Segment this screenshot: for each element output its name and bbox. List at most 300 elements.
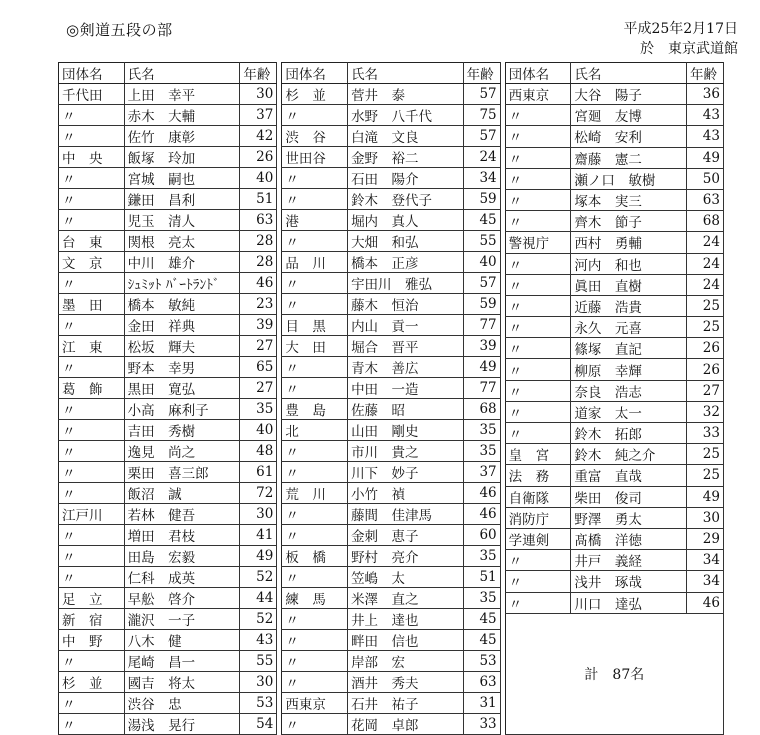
name-cell: 上田 幸平: [124, 84, 240, 105]
name-cell: 佐竹 康彰: [124, 126, 240, 147]
group-cell: 千代田: [59, 84, 125, 105]
age-cell: 46: [463, 483, 500, 504]
group-cell: 〃: [282, 567, 348, 588]
group-cell: 〃: [505, 105, 571, 126]
table-row: [59, 441, 277, 462]
group-cell: 〃: [505, 253, 571, 274]
name-cell: 宇田川 雅弘: [348, 273, 464, 294]
group-cell: 中 央: [59, 147, 125, 168]
name-cell: 仁科 成英: [124, 567, 240, 588]
name-cell: 柴田 俊司: [571, 486, 687, 507]
table-row: [505, 84, 723, 105]
table-row: [282, 672, 500, 693]
table-row: [59, 273, 277, 294]
name-cell: 酒井 秀夫: [348, 672, 464, 693]
group-cell: 杉 並: [282, 84, 348, 105]
name-cell: 西村 勇輔: [571, 232, 687, 253]
table-row: [282, 168, 500, 189]
table-row: [59, 630, 277, 651]
name-cell: 宮城 嗣也: [124, 168, 240, 189]
name-cell: 青木 善広: [348, 357, 464, 378]
name-cell: 鈴木 拓郎: [571, 423, 687, 444]
group-cell: 〃: [59, 441, 125, 462]
name-cell: 小高 麻利子: [124, 399, 240, 420]
table-row: [282, 588, 500, 609]
name-cell: 岸部 宏: [348, 651, 464, 672]
name-cell: 野村 亮介: [348, 546, 464, 567]
group-cell: 〃: [282, 525, 348, 546]
group-cell: 大 田: [282, 336, 348, 357]
name-cell: 大谷 陽子: [571, 84, 687, 105]
age-cell: 25: [687, 295, 724, 316]
age-cell: 46: [687, 592, 724, 613]
group-cell: 〃: [59, 105, 125, 126]
age-cell: 77: [463, 315, 500, 336]
table-row: [505, 274, 723, 295]
roster-tables: [58, 62, 724, 735]
group-cell: 〃: [505, 359, 571, 380]
table-row: [59, 147, 277, 168]
group-cell: 江 東: [59, 336, 125, 357]
name-cell: 鈴木 登代子: [348, 189, 464, 210]
table-row: [505, 232, 723, 253]
age-cell: 34: [687, 550, 724, 571]
table-row: [282, 294, 500, 315]
table-row: [505, 444, 723, 465]
name-cell: 橋本 敏純: [124, 294, 240, 315]
header-row: [505, 63, 723, 84]
age-cell: 77: [463, 378, 500, 399]
name-cell: 山田 剛史: [348, 420, 464, 441]
name-cell: 堀合 晋平: [348, 336, 464, 357]
group-cell: 西東京: [505, 84, 571, 105]
name-cell: 尾崎 昌一: [124, 651, 240, 672]
group-cell: 〃: [59, 189, 125, 210]
name-cell: 國吉 将太: [124, 672, 240, 693]
name-cell: 齊木 節子: [571, 211, 687, 232]
table-row: [59, 693, 277, 714]
age-cell: 27: [687, 380, 724, 401]
group-cell: 〃: [282, 294, 348, 315]
table-row: [282, 357, 500, 378]
age-cell: 48: [240, 441, 277, 462]
age-cell: 51: [463, 567, 500, 588]
name-cell: 重富 直哉: [571, 465, 687, 486]
column-header-name: 氏名: [571, 63, 687, 84]
name-cell: 中田 一造: [348, 378, 464, 399]
name-cell: 松坂 輝夫: [124, 336, 240, 357]
table-row: [505, 147, 723, 168]
name-cell: 鎌田 昌利: [124, 189, 240, 210]
group-cell: 〃: [59, 126, 125, 147]
group-cell: 〃: [505, 147, 571, 168]
name-cell: 栗田 喜三郎: [124, 462, 240, 483]
group-cell: 〃: [59, 168, 125, 189]
table-row: [505, 528, 723, 549]
table-row: [282, 336, 500, 357]
table-row: [505, 359, 723, 380]
group-cell: 〃: [59, 525, 125, 546]
group-cell: 〃: [282, 105, 348, 126]
age-cell: 27: [240, 378, 277, 399]
column-header-group: 団体名: [505, 63, 571, 84]
name-cell: 篠塚 直記: [571, 338, 687, 359]
table-row: [282, 609, 500, 630]
name-cell: 堀内 真人: [348, 210, 464, 231]
age-cell: 46: [463, 504, 500, 525]
name-cell: 川口 達弘: [571, 592, 687, 613]
name-cell: 近藤 浩貴: [571, 295, 687, 316]
table-row: [505, 507, 723, 528]
table-row: [59, 651, 277, 672]
group-cell: 〃: [282, 441, 348, 462]
age-cell: 37: [463, 462, 500, 483]
table-row: [59, 567, 277, 588]
table-row: [59, 546, 277, 567]
table-row: [282, 630, 500, 651]
group-cell: 目 黒: [282, 315, 348, 336]
age-cell: 52: [240, 567, 277, 588]
table-row: [282, 693, 500, 714]
name-cell: 花岡 卓郎: [348, 714, 464, 735]
group-cell: 〃: [505, 189, 571, 210]
group-cell: 〃: [282, 231, 348, 252]
age-cell: 51: [240, 189, 277, 210]
event-info: [623, 19, 738, 59]
name-cell: 金野 裕二: [348, 147, 464, 168]
age-cell: 24: [687, 274, 724, 295]
name-cell: 白滝 文良: [348, 126, 464, 147]
roster-table-3: [505, 62, 724, 735]
name-cell: 瀧沢 一子: [124, 609, 240, 630]
table-row: [505, 486, 723, 507]
table-row: [59, 336, 277, 357]
age-cell: 45: [463, 210, 500, 231]
age-cell: 45: [463, 609, 500, 630]
name-cell: 逸見 尚之: [124, 441, 240, 462]
name-cell: 佐藤 昭: [348, 399, 464, 420]
table-row: [505, 105, 723, 126]
table-row: [505, 253, 723, 274]
name-cell: 大畑 和弘: [348, 231, 464, 252]
total-count: 計 87名: [505, 613, 723, 734]
group-cell: 学連剣: [505, 528, 571, 549]
name-cell: 藤木 恒治: [348, 294, 464, 315]
group-cell: 〃: [59, 273, 125, 294]
age-cell: 30: [687, 507, 724, 528]
header-row: [59, 63, 277, 84]
age-cell: 40: [463, 252, 500, 273]
column-header-age: 年齢: [463, 63, 500, 84]
age-cell: 49: [463, 357, 500, 378]
group-cell: 〃: [282, 357, 348, 378]
group-cell: 〃: [505, 401, 571, 422]
group-cell: 〃: [505, 126, 571, 147]
age-cell: 57: [463, 273, 500, 294]
group-cell: 〃: [59, 315, 125, 336]
group-cell: 皇 宮: [505, 444, 571, 465]
age-cell: 33: [687, 423, 724, 444]
group-cell: 法 務: [505, 465, 571, 486]
table-row: [59, 231, 277, 252]
name-cell: 塚本 実三: [571, 189, 687, 210]
table-row: [282, 210, 500, 231]
age-cell: 33: [463, 714, 500, 735]
group-cell: 〃: [505, 380, 571, 401]
group-cell: 〃: [282, 714, 348, 735]
table-row: [59, 609, 277, 630]
table-row: [282, 189, 500, 210]
group-cell: 台 東: [59, 231, 125, 252]
name-cell: 水野 八千代: [348, 105, 464, 126]
group-cell: 〃: [505, 211, 571, 232]
group-cell: 〃: [505, 550, 571, 571]
age-cell: 35: [463, 420, 500, 441]
column-header-age: 年齢: [240, 63, 277, 84]
age-cell: 52: [240, 609, 277, 630]
group-cell: 〃: [505, 571, 571, 592]
table-row: [59, 252, 277, 273]
table-row: [282, 567, 500, 588]
group-cell: 〃: [505, 423, 571, 444]
column-header-age: 年齢: [687, 63, 724, 84]
group-cell: 〃: [59, 693, 125, 714]
table-row: [282, 105, 500, 126]
age-cell: 63: [687, 189, 724, 210]
age-cell: 59: [463, 294, 500, 315]
age-cell: 60: [463, 525, 500, 546]
age-cell: 24: [463, 147, 500, 168]
table-row: [59, 210, 277, 231]
table-row: [505, 380, 723, 401]
age-cell: 54: [240, 714, 277, 735]
group-cell: 〃: [505, 317, 571, 338]
name-cell: 永久 元喜: [571, 317, 687, 338]
table-row: [505, 211, 723, 232]
group-cell: 葛 飾: [59, 378, 125, 399]
name-cell: 橋本 正彦: [348, 252, 464, 273]
name-cell: 菅井 泰: [348, 84, 464, 105]
table-row: [282, 126, 500, 147]
name-cell: 藤間 佳津馬: [348, 504, 464, 525]
page-title: ◎剣道五段の部: [66, 21, 173, 39]
age-cell: 37: [240, 105, 277, 126]
name-cell: 金刺 恵子: [348, 525, 464, 546]
age-cell: 63: [240, 210, 277, 231]
group-cell: 港: [282, 210, 348, 231]
name-cell: 八木 健: [124, 630, 240, 651]
table-row: [59, 525, 277, 546]
group-cell: 〃: [282, 630, 348, 651]
column-header-name: 氏名: [124, 63, 240, 84]
age-cell: 27: [240, 336, 277, 357]
group-cell: 警視庁: [505, 232, 571, 253]
group-cell: 〃: [59, 420, 125, 441]
table-row: [59, 462, 277, 483]
table-row: [59, 672, 277, 693]
name-cell: 井上 達也: [348, 609, 464, 630]
group-cell: 〃: [59, 462, 125, 483]
age-cell: 53: [240, 693, 277, 714]
name-cell: 市川 貴之: [348, 441, 464, 462]
name-cell: 赤木 大輔: [124, 105, 240, 126]
table-row: [59, 126, 277, 147]
age-cell: 43: [687, 105, 724, 126]
group-cell: 世田谷: [282, 147, 348, 168]
group-cell: 〃: [59, 483, 125, 504]
name-cell: 田島 宏毅: [124, 546, 240, 567]
age-cell: 75: [463, 105, 500, 126]
table-row: [59, 294, 277, 315]
name-cell: 浅井 琢哉: [571, 571, 687, 592]
group-cell: 西東京: [282, 693, 348, 714]
table-row: [282, 462, 500, 483]
column-header-group: 団体名: [59, 63, 125, 84]
name-cell: 笠嶋 太: [348, 567, 464, 588]
age-cell: 41: [240, 525, 277, 546]
age-cell: 35: [463, 441, 500, 462]
group-cell: 〃: [59, 567, 125, 588]
age-cell: 55: [463, 231, 500, 252]
table-row: [282, 441, 500, 462]
age-cell: 49: [687, 147, 724, 168]
group-cell: 杉 並: [59, 672, 125, 693]
age-cell: 68: [463, 399, 500, 420]
group-cell: 足 立: [59, 588, 125, 609]
table-row: [505, 189, 723, 210]
age-cell: 34: [463, 168, 500, 189]
name-cell: 石田 陽介: [348, 168, 464, 189]
table-row: [282, 399, 500, 420]
table-row: [505, 465, 723, 486]
table-row: [505, 571, 723, 592]
name-cell: ｼｭﾐｯﾄ ﾊﾞｰﾄﾗﾝﾄﾞ: [124, 273, 240, 294]
table-row: [282, 546, 500, 567]
age-cell: 25: [687, 465, 724, 486]
table-row: [59, 588, 277, 609]
age-cell: 35: [463, 546, 500, 567]
group-cell: 〃: [59, 210, 125, 231]
table-row: [59, 189, 277, 210]
name-cell: 髙橋 洋徳: [571, 528, 687, 549]
group-cell: 〃: [505, 592, 571, 613]
group-cell: 〃: [505, 274, 571, 295]
table-row: [282, 504, 500, 525]
name-cell: 関根 亮太: [124, 231, 240, 252]
name-cell: 児玉 清人: [124, 210, 240, 231]
name-cell: 川下 妙子: [348, 462, 464, 483]
table-row: [282, 714, 500, 735]
table-row: [59, 483, 277, 504]
name-cell: 眞田 直樹: [571, 274, 687, 295]
age-cell: 24: [687, 232, 724, 253]
name-cell: 中川 雄介: [124, 252, 240, 273]
table-row: [59, 399, 277, 420]
name-cell: 宮廻 友博: [571, 105, 687, 126]
table-row: [282, 525, 500, 546]
table-row: [282, 483, 500, 504]
name-cell: 内山 貢一: [348, 315, 464, 336]
table-row: [505, 317, 723, 338]
group-cell: 〃: [59, 651, 125, 672]
age-cell: 39: [463, 336, 500, 357]
group-cell: 墨 田: [59, 294, 125, 315]
name-cell: 鈴木 純之介: [571, 444, 687, 465]
table-row: [282, 420, 500, 441]
name-cell: 河内 和也: [571, 253, 687, 274]
roster-table-2: [281, 62, 500, 735]
age-cell: 72: [240, 483, 277, 504]
group-cell: 北: [282, 420, 348, 441]
name-cell: 金田 祥典: [124, 315, 240, 336]
table-row: [59, 168, 277, 189]
table-row: [282, 315, 500, 336]
age-cell: 43: [240, 630, 277, 651]
group-cell: 荒 川: [282, 483, 348, 504]
group-cell: 〃: [59, 546, 125, 567]
age-cell: 28: [240, 252, 277, 273]
name-cell: 湯浅 晃行: [124, 714, 240, 735]
name-cell: 増田 君枝: [124, 525, 240, 546]
name-cell: 道家 太一: [571, 401, 687, 422]
name-cell: 野本 幸男: [124, 357, 240, 378]
age-cell: 32: [687, 401, 724, 422]
age-cell: 30: [240, 84, 277, 105]
group-cell: 〃: [282, 672, 348, 693]
group-cell: 新 宿: [59, 609, 125, 630]
table-row: [59, 420, 277, 441]
group-cell: 〃: [282, 273, 348, 294]
table-row: [59, 714, 277, 735]
group-cell: 〃: [282, 609, 348, 630]
group-cell: 〃: [282, 168, 348, 189]
table-row: [505, 423, 723, 444]
table-row: [59, 105, 277, 126]
age-cell: 57: [463, 84, 500, 105]
name-cell: 吉田 秀樹: [124, 420, 240, 441]
age-cell: 40: [240, 420, 277, 441]
name-cell: 飯塚 玲加: [124, 147, 240, 168]
table-row: [505, 550, 723, 571]
age-cell: 39: [240, 315, 277, 336]
table-row: [282, 273, 500, 294]
group-cell: 文 京: [59, 252, 125, 273]
roster-table-1: [58, 62, 277, 735]
age-cell: 43: [687, 126, 724, 147]
age-cell: 49: [687, 486, 724, 507]
age-cell: 35: [463, 588, 500, 609]
group-cell: 自衛隊: [505, 486, 571, 507]
name-cell: 井戸 義経: [571, 550, 687, 571]
group-cell: 〃: [282, 462, 348, 483]
name-cell: 齋藤 憲二: [571, 147, 687, 168]
header-row: [282, 63, 500, 84]
age-cell: 25: [687, 317, 724, 338]
column-header-name: 氏名: [348, 63, 464, 84]
table-row: [505, 126, 723, 147]
age-cell: 29: [687, 528, 724, 549]
name-cell: 野澤 勇太: [571, 507, 687, 528]
name-cell: 黒田 寛弘: [124, 378, 240, 399]
name-cell: 米澤 直之: [348, 588, 464, 609]
table-row: [282, 147, 500, 168]
table-row: [505, 338, 723, 359]
age-cell: 46: [240, 273, 277, 294]
age-cell: 34: [687, 571, 724, 592]
age-cell: 23: [240, 294, 277, 315]
age-cell: 26: [687, 359, 724, 380]
group-cell: 〃: [282, 189, 348, 210]
